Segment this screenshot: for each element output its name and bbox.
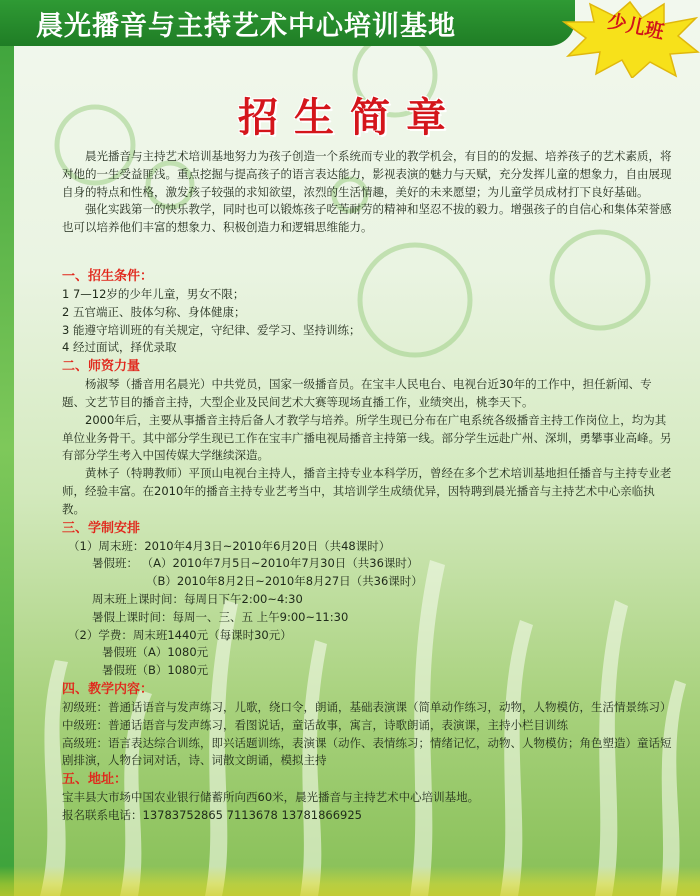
schedule-line: 暑假班（B）1080元 — [102, 663, 209, 678]
list-item: 2 五官端正、肢体匀称、身体健康； — [62, 304, 246, 319]
faculty-paragraph: 黄林子（特聘教师）平顶山电视台主持人，播音主持专业本科学历，曾经在多个艺术培训基地担任播音与主持专业老师，经验丰富。在2010年的播音主持专业艺考当中，其培训学生成绩优异，因特聘到晨光播音与主持艺术中心亲临执教。 — [62, 466, 672, 516]
section-heading: 三、学制安排 — [62, 520, 141, 536]
faculty-paragraph: 杨淑琴（播音用名晨光）中共党员，国家一级播音员。在宝丰人民电台、电视台近30年的工作中，担任新闻、专题、文艺节目的播音主持，大型企业及民间艺术大赛等现场直播工作，业绩突出，桃李天下。 — [62, 377, 652, 409]
intro-paragraph: 强化实践第一的快乐教学，同时也可以锻炼孩子吃苦耐劳的精神和坚忍不拔的毅力。增强孩子的自信心和集体荣誉感也可以培养他们丰富的想象力、积极创造力和逻辑思维能力。 — [62, 202, 672, 235]
document-body — [62, 148, 674, 825]
faculty-paragraph: 2000年后，主要从事播音主持后备人才教学与培养。所学生现已分布在广电系统各级播音主持工作岗位上，均为其单位业务骨干。其中部分学生现已工作在宝丰广播电视局播音主持第一线。部分学生远赴广州、深圳，勇攀事业高峰。另有部分学生考入中国传媒大学继续深造。 — [62, 412, 672, 463]
schedule-line: （B）2010年8月2日~2010年8月27日（共36课时） — [146, 574, 423, 589]
schedule-line: 暑假班： （A）2010年7月5日~2010年7月30日（共36课时） — [92, 556, 419, 571]
curriculum-paragraph: 初级班：普通话语音与发声练习，儿歌，绕口令，朗诵，基础表演课（简单动作练习，动物，人物模仿，生活情景练习） — [62, 699, 672, 714]
curriculum-paragraph: 中级班：普通话语音与发声练习，看图说话，童话故事，寓言，诗歌朗诵，表演课，主持小栏目训练 — [62, 717, 568, 732]
schedule-line: 周末班上课时间：每周日下午2:00~4:30 — [92, 591, 303, 606]
page-title: 招生简章 — [238, 95, 462, 141]
curriculum-paragraph: 高级班：语言表达综合训练，即兴话题训练，表演课（动作、表情练习；情绪记忆，动物、人物模仿；角色塑造）童话短剧排演，人物台词对话，诗、词散文朗诵，模拟主持 — [62, 735, 672, 768]
section-heading: 二、师资力量 — [62, 359, 141, 375]
list-item: 4 经过面试，择优录取 — [62, 340, 177, 355]
list-item: 3 能遵守培训班的有关规定，守纪律、爱学习、坚持训练； — [62, 322, 361, 337]
schedule-line: 暑假上课时间：每周一、三、五 上午9:00~11:30 — [92, 609, 349, 624]
section-heading: 一、招生条件： — [62, 268, 154, 284]
phone-text: 报名联系电话：13783752865 7113678 13781866925 — [62, 807, 362, 822]
list-item: 1 7—12岁的少年儿童，男女不限； — [62, 286, 245, 301]
schedule-line: （2）学费：周末班1440元（每课时30元） — [68, 627, 292, 642]
schedule-line: （1）周末班：2010年4月3日~2010年6月20日（共48课时） — [68, 538, 391, 553]
bottom-band — [0, 866, 700, 896]
intro-paragraph: 晨光播音与主持艺术培训基地努力为孩子创造一个系统而专业的教学机会，有目的的发掘、培养孩子的艺术素质，将对他的一生受益匪浅。重点挖掘与提高孩子的语言表达能力，影视表演的魅力与天赋，充分发挥儿童的想象力，自由展现自身的特点和性格，激发孩子较强的求知欲望，浓烈的生活情趣，美好的未来愿望；为儿童学员成材打下良好基础。 — [62, 149, 672, 199]
schedule-line: 暑假班（A）1080元 — [102, 645, 209, 660]
section-heading: 五、地址： — [62, 772, 128, 788]
address-text: 宝丰县大市场中国农业银行储蓄所向西60米，晨光播音与主持艺术中心培训基地。 — [62, 790, 480, 805]
section-heading: 四、教学内容： — [62, 681, 154, 697]
class-badge: 少儿班 — [605, 10, 666, 44]
header-title: 晨光播音与主持艺术中心培训基地 — [36, 11, 456, 42]
